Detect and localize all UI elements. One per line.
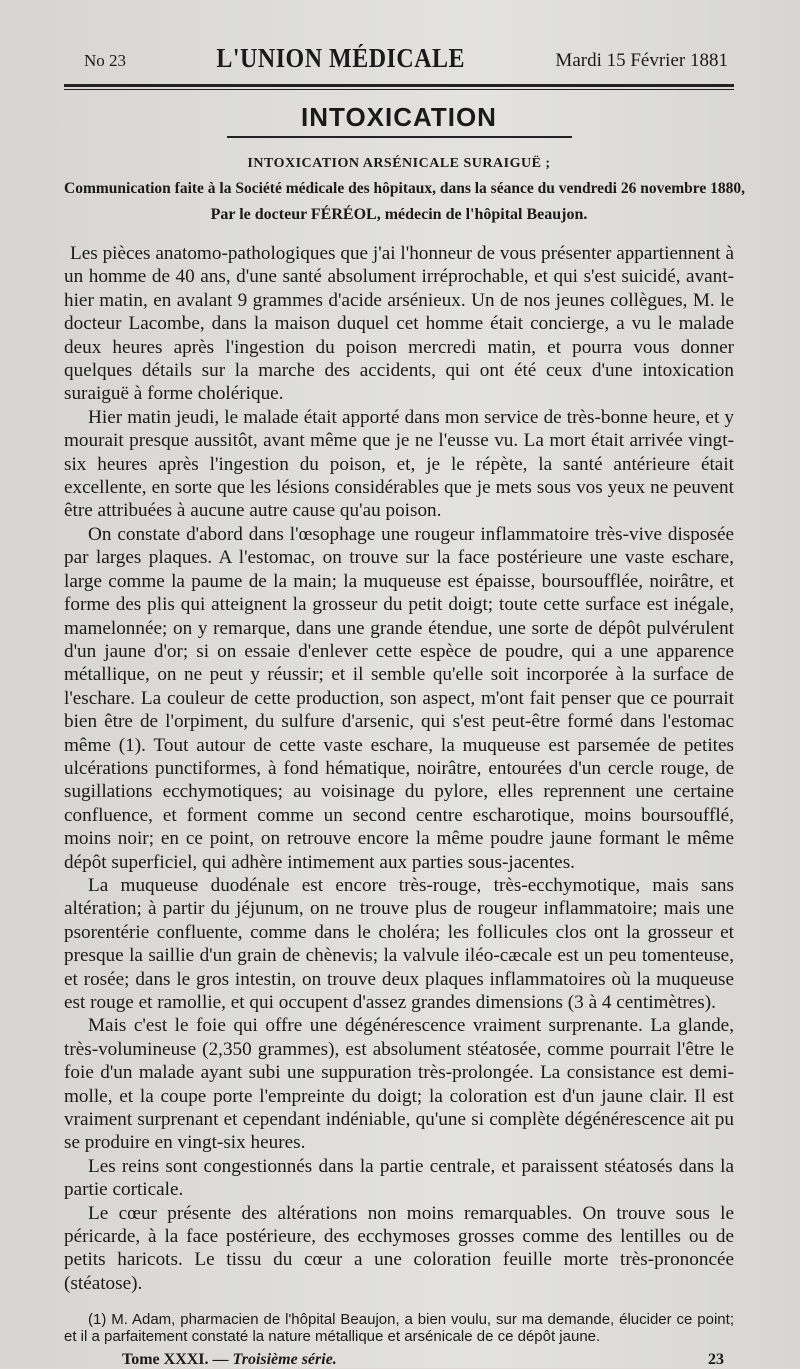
article-author: Par le docteur FÉRÉOL, médecin de l'hôpital Beaujon. (210, 206, 588, 223)
footer-tome: Tome XXXI. — (122, 1351, 229, 1369)
paragraph: On constate d'abord dans l'œsophage une rougeur inflammatoire très-vive disposée par larges plaques. A l'estomac, on trouve sur la face postérieure une vaste eschare, large comme la paume de la main; la muqueuse est épaisse, boursoufflée, noirâtre, et forme des plis qui atteignent la grosseur du petit doigt; toute cette surface est inégale, mamelonnée; on y remarque, dans une grande étendue, une sorte de dépôt pulvérulent d'un jaune d'or; si on essaie d'enlever cette espèce de poudre, qui a une apparence métallique, on ne peut y réussir; et il semble qu'elle soit incorporée à la surface de l'eschare. La couleur de cette production, son aspect, m'ont fait penser que ce pourrait bien être de l'orpiment, du sulfure d'arsenic, qui s'est peut-être formé dans l'estomac même (1). Tout autour de cette vaste eschare, la muqueuse est parsemée de petites ulcérations punctiformes, à fond hématique, noirâtre, entourées d'un cercle rouge, de sugillations ecchymotiques; au voisinage du pylore, elles reprennent une certaine confluence, et forment comme un second centre escharotique, moins boursoufflé, moins noir; en ce point, on retrouve encore la même poudre jaune formant le même dépôt superficiel, qui adhère intimement aux parties sous-jacentes. (64, 523, 734, 873)
footnote-text: (1) M. Adam, pharmacien de l'hôpital Beaujon, a bien voulu, sur ma demande, élucider ce point; et il a parfaitement constaté la nature métallique et arsénicale de ce dépôt jaune. (64, 1311, 734, 1346)
article-title: INTOXICATION ARSÉNICALE SURAIGUË ; (247, 156, 551, 171)
section-rule (227, 136, 572, 138)
page-footer (64, 1351, 734, 1369)
footer-volume (122, 1351, 337, 1369)
section-title: INTOXICATION (301, 102, 497, 132)
issue-date: Mardi 15 Février 1881 (555, 50, 728, 71)
paragraph: Mais c'est le foie qui offre une dégénérescence vraiment surprenante. La glande, très-volumineuse (2,350 grammes), est absolument stéatosée, comme pourrait l'être le foie d'un malade ayant subi une suppuration très-prolongée. La consistance est demi-molle, et la coupe porte l'empreinte du doigt; la coloration est d'un jaune clair. Il est vraiment surprenant et cependant indéniable, qu'une si complète dégénérescence ait pu se produire en vingt-six heures. (64, 1015, 734, 1154)
running-header (64, 44, 734, 76)
page-number: 23 (708, 1351, 724, 1369)
footer-series: Troisième série. (232, 1351, 337, 1369)
paragraph: Le cœur présente des altérations non moins remarquables. On trouve sous le péricarde, à la face postérieure, des ecchymoses grosses comme des lentilles ou de petits haricots. Le tissu du cœur a une coloration feuille morte très-prononcée (stéatose). (64, 1202, 734, 1294)
paragraph: Hier matin jeudi, le malade était apporté dans mon service de très-bonne heure, et y mourait presque aussitôt, avant même que je ne l'eusse vu. La mort était arrivée vingt-six heures après l'ingestion du poison, et, je le répète, la santé antérieure était excellente, en sorte que les lésions considérables que je mets sous vos yeux ne peuvent être attribuées à aucune autre cause qu'au poison. (64, 406, 734, 522)
issue-number: No 23 (84, 51, 127, 70)
journal-title: L'UNION MÉDICALE (216, 44, 466, 74)
paragraph: Les pièces anatomo-pathologiques que j'ai l'honneur de vous présenter appartiennent à un homme de 40 ans, d'une santé absolument irréprochable, et qui s'est suicidé, avant-hier matin, en avalant 9 grammes d'acide arsénieux. Un de nos jeunes collègues, M. le docteur Lacombe, dans la maison duquel cet homme était concierge, a vu le malade deux heures après l'ingestion du poison mercredi matin, et pourra vous donner quelques détails sur la marche des accidents, qui ont été ceux d'une intoxication suraiguë à forme cholérique. (64, 243, 734, 405)
footnote (64, 1311, 734, 1345)
article-body (64, 242, 734, 1295)
paragraph: Les reins sont congestionnés dans la partie centrale, et paraissent stéatosés dans la partie corticale. (64, 1155, 734, 1201)
article-communication: Communication faite à la Société médicale des hôpitaux, dans la séance du vendredi 26 novembre 1880, (64, 180, 745, 197)
header-rule (64, 84, 734, 90)
paragraph: La muqueuse duodénale est encore très-rouge, très-ecchymotique, mais sans altération; à partir du jéjunum, on ne trouve plus de rougeur inflammatoire; mais une psorentérie confluente, comme dans le choléra; les follicules clos ont la grosseur et presque la saillie d'un grain de chènevis; la valvule iléo-cæcale est un peu tomenteuse, et rosée; dans le gros intestin, on trouve deux plaques inflammatoires où la muqueuse est rouge et ramollie, et qui occupent d'assez grandes dimensions (3 à 4 centimètres). (64, 874, 734, 1013)
